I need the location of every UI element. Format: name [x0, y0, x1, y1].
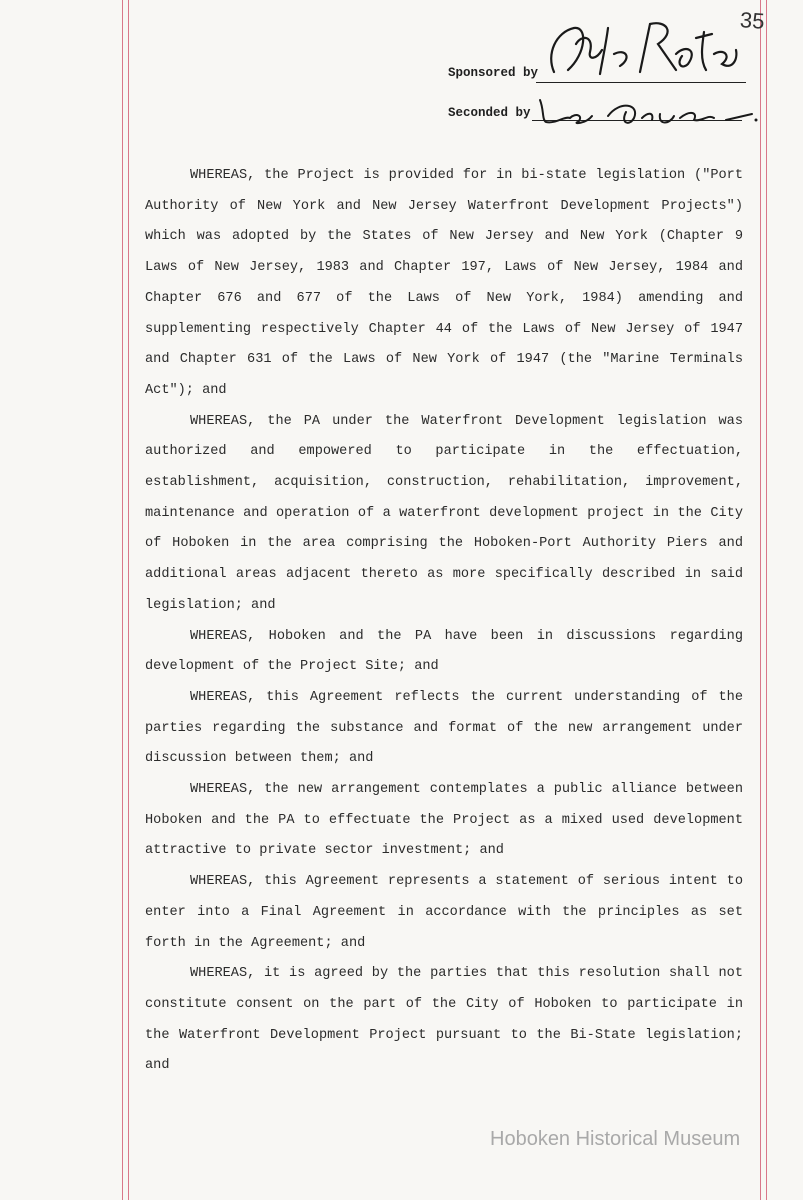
whereas-paragraph-1: WHEREAS, the Project is provided for in bi-state legislation ("Port Authority of New York and New Jersey Waterfront Development Projects") which was adopted by the States of New Jersey and New York (Chapter 9 Laws of New Jersey, 1983 and Chapter 197, Laws of New Jersey, 1984 and Chapter 676 and 677 of the Laws of New York, 1984) amending and supplementing respectively Chapter 44 of the Laws of New Jersey of 1947 and Chapter 631 of the Laws of New York of 1947 (the "Marine Terminals Act"); and	[145, 168, 743, 398]
whereas-paragraph-5: WHEREAS, the new arrangement contemplates a public alliance between Hoboken and the PA to effectuate the Project as a mixed used development attractive to private sector investment; and	[145, 782, 743, 859]
whereas-paragraph-4: WHEREAS, this Agreement reflects the current understanding of the parties regarding the substance and format of the new arrangement under discussion between them; and	[145, 689, 743, 767]
right-margin-line	[766, 0, 767, 1200]
sponsored-by-label: Sponsored by	[448, 66, 539, 80]
resolution-body	[145, 161, 743, 1082]
left-margin-line	[122, 0, 123, 1200]
left-margin-line-inner	[128, 0, 129, 1200]
whereas-paragraph-2: WHEREAS, the PA under the Waterfront Development legislation was authorized and empowered to participate in the effectuation, establishment, acquisition, construction, rehabilitation, improvement, maintenance and operation of a waterfront development project in the City of Hoboken in the area comprising the Hoboken-Port Authority Piers and additional areas adjacent thereto as more specifically described in said legislation; and	[145, 413, 743, 613]
whereas-paragraph-7: WHEREAS, it is agreed by the parties that this resolution shall not constitute consent on the part of the City of Hoboken to participate in the Waterfront Development Project pursuant to the Bi-State legislation; and	[145, 966, 743, 1074]
sponsored-signature	[536, 14, 746, 84]
museum-watermark: Hoboken Historical Museum	[490, 1128, 741, 1150]
seconded-by-label: Seconded by	[448, 106, 531, 120]
whereas-paragraph-3: WHEREAS, Hoboken and the PA have been in discussions regarding development of the Project Site; and	[145, 628, 743, 675]
right-margin-line-inner	[760, 0, 761, 1200]
whereas-paragraph-6: WHEREAS, this Agreement represents a statement of serious intent to enter into a Final Agreement in accordance with the principles as set forth in the Agreement; and	[145, 874, 743, 951]
seconded-signature	[530, 90, 760, 130]
page-number: 35	[739, 7, 766, 34]
